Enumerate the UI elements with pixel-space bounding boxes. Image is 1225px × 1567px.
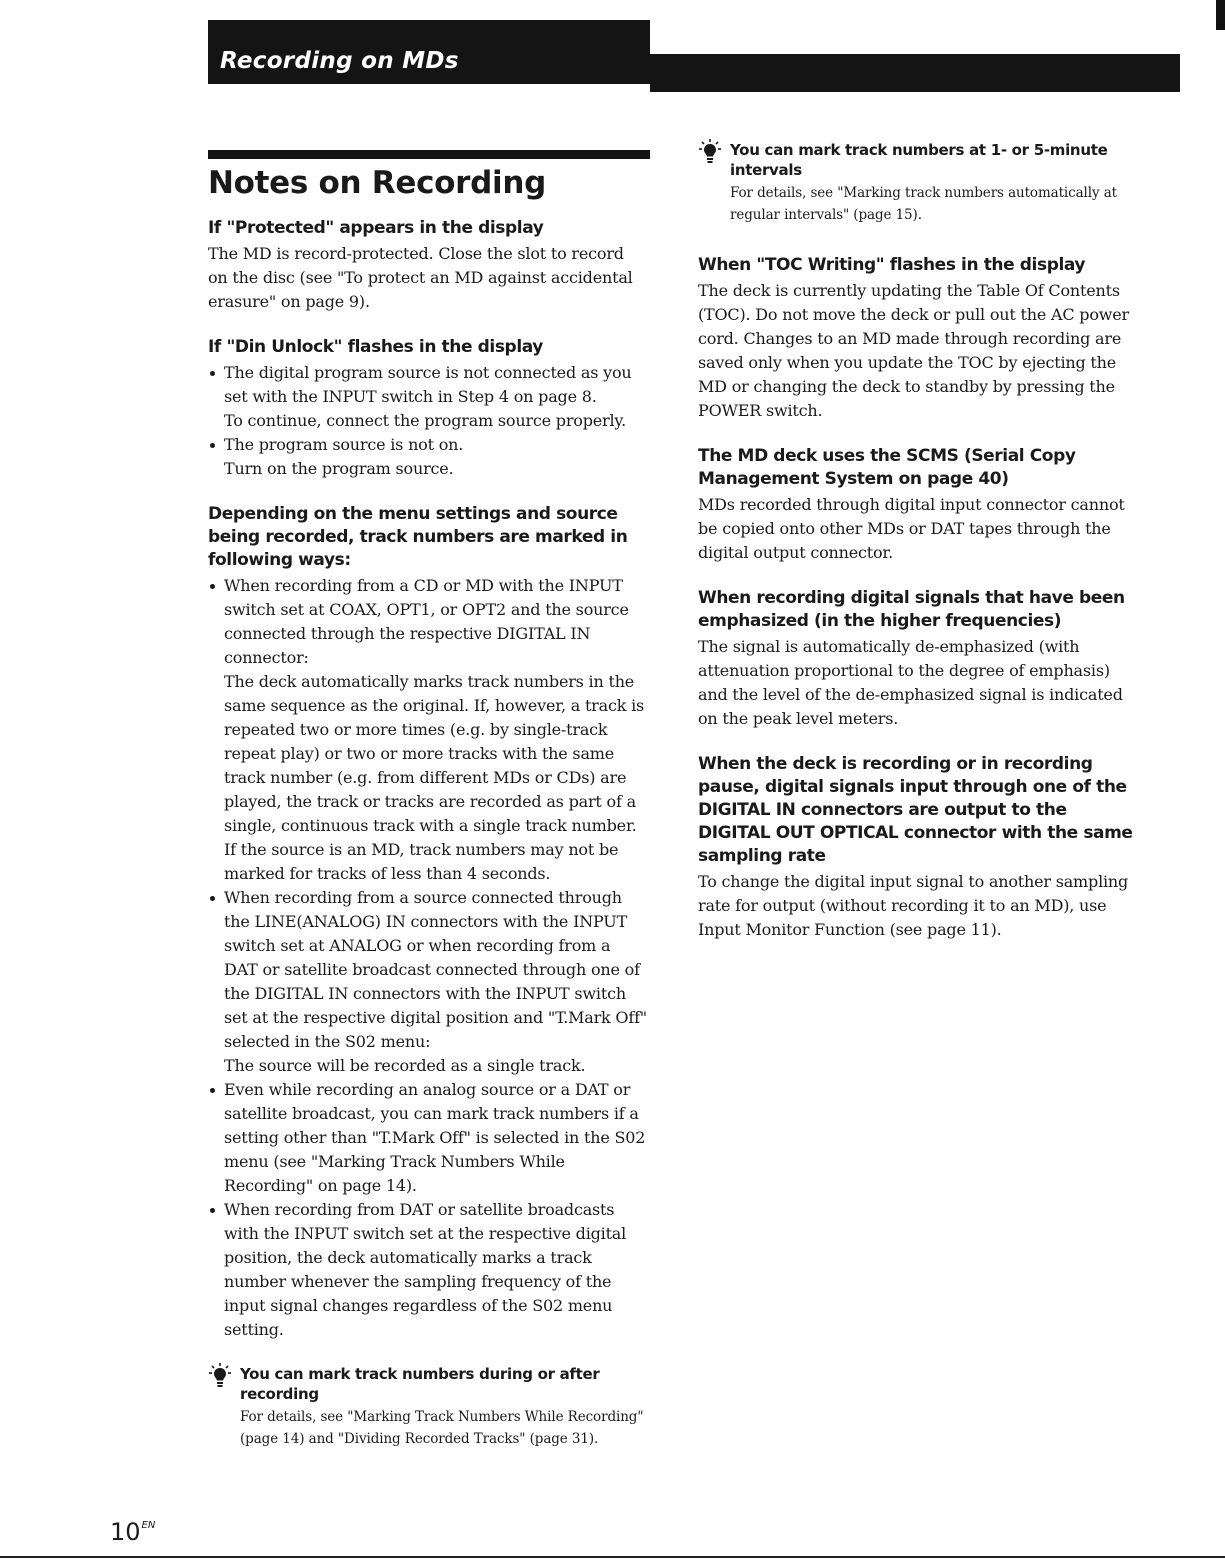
right-column: [698, 140, 1143, 964]
list-item-text: Even while recording an analog source or a DAT or satellite broadcast, you can mark track numbers if a setting other than "T.Mark Off" is selected in the S02 menu (see "Marking Track Numbers While Recording" on page 14).: [224, 1080, 646, 1195]
toc-writing-note: [698, 254, 1143, 423]
note-text: The deck is currently updating the Table Of Contents (TOC). Do not move the deck or pull out the AC power cord. Changes to an MD made through recording are saved only when you update the TOC by ejecting the MD or changing the deck to standby by pressing the POWER switch.: [698, 281, 1129, 420]
tip-heading: You can mark track numbers at 1- or 5-minute intervals: [730, 141, 1108, 179]
lightbulb-icon: [208, 1362, 232, 1390]
page-number-suffix: EN: [141, 1520, 156, 1531]
track-numbers-list: [208, 574, 648, 1342]
section-title: Recording on MDs: [220, 48, 459, 74]
emphasis-note: [698, 587, 1143, 731]
list-item-text: When recording from DAT or satellite broadcasts with the INPUT switch set at the respective digital position, the deck automatically marks a track number whenever the sampling frequency of the input signal changes regardless of the S02 menu setting.: [224, 1200, 627, 1339]
edge-mark: [1216, 0, 1225, 30]
page-number: [110, 1518, 155, 1546]
note-text: The signal is automatically de-emphasized (with attenuation proportional to the degree of emphasis) and the level of the de-emphasized signal is indicated on the peak level meters.: [698, 637, 1123, 728]
track-numbers-heading: Depending on the menu settings and source being recorded, track numbers are marked in following ways:: [208, 504, 628, 570]
tip-text: For details, see "Marking track numbers automatically at regular intervals" (page 15).: [730, 185, 1117, 223]
list-item: [208, 361, 648, 433]
tip-mark-intervals: [698, 140, 1143, 226]
list-item-text: The source will be recorded as a single track.: [224, 1056, 586, 1075]
din-unlock-list: [208, 361, 648, 481]
protected-heading: If "Protected" appears in the display: [208, 218, 544, 238]
lightbulb-icon: [698, 138, 722, 166]
list-item: [208, 1078, 648, 1198]
section-rule: [208, 150, 650, 159]
note-text: To change the digital input signal to another sampling rate for output (without recording it to an MD), use Input Monitor Function (see page 11).: [698, 872, 1129, 939]
page-title: Notes on Recording: [208, 165, 547, 201]
list-item: [208, 1198, 648, 1342]
scms-note: [698, 445, 1143, 565]
list-item-text: To continue, connect the program source properly.: [224, 411, 627, 430]
list-item-text: Turn on the program source.: [224, 459, 454, 478]
track-numbers-note: [208, 503, 648, 1342]
list-item-text: When recording from a source connected through the LINE(ANALOG) IN connectors with the INPUT switch set at ANALOG or when recording from a DAT or satellite broadcast connected through one of the DIGITAL IN connectors with the INPUT switch set at the respective digital position and "T.Mark Off" selected in the S02 menu:: [224, 888, 647, 1051]
list-item-text: The deck automatically marks track numbers in the same sequence as the original. If, however, a track is repeated two or more times (e.g. by single-track repeat play) or two or more tracks with the same track number (e.g. from different MDs or CDs) are played, the track or tracks are recorded as part of a single, continuous track with a single track number. If the source is an MD, track numbers may not be marked for tracks of less than 4 seconds.: [224, 672, 645, 883]
note-heading: When recording digital signals that have been emphasized (in the higher frequencies): [698, 588, 1125, 631]
list-item-text: When recording from a CD or MD with the INPUT switch set at COAX, OPT1, or OPT2 and the source connected through the respective DIGITAL IN connector:: [224, 576, 629, 667]
din-unlock-note: [208, 336, 648, 481]
bottom-rule: [0, 1556, 1225, 1558]
list-item-text: The digital program source is not connected as you set with the INPUT switch in Step 4 on page 8.: [224, 363, 632, 406]
note-text: MDs recorded through digital input connector cannot be copied onto other MDs or DAT tapes through the digital output connector.: [698, 495, 1125, 562]
protected-text: The MD is record-protected. Close the slot to record on the disc (see "To protect an MD against accidental erasure" on page 9).: [208, 244, 633, 311]
page-number-value: 10: [110, 1518, 141, 1546]
protected-note: [208, 217, 648, 314]
note-heading: When "TOC Writing" flashes in the display: [698, 255, 1086, 275]
list-item-text: The program source is not on.: [224, 435, 464, 454]
header-band-extension: [650, 54, 1180, 92]
note-heading: When the deck is recording or in recording pause, digital signals input through one of the DIGITAL IN connectors are output to the DIGITAL OUT OPTICAL connector with the same sampling rate: [698, 754, 1133, 866]
tip-text: For details, see "Marking Track Numbers While Recording" (page 14) and "Dividing Recorded Tracks" (page 31).: [240, 1409, 644, 1447]
left-column: [208, 150, 648, 1450]
tip-mark-during-after: [208, 1364, 648, 1450]
sampling-rate-note: [698, 753, 1143, 942]
list-item: [208, 574, 648, 886]
list-item: [208, 433, 648, 481]
din-unlock-heading: If "Din Unlock" flashes in the display: [208, 337, 543, 357]
note-heading: The MD deck uses the SCMS (Serial Copy Management System on page 40): [698, 446, 1076, 489]
list-item: [208, 886, 648, 1078]
tip-heading: You can mark track numbers during or after recording: [240, 1365, 600, 1403]
